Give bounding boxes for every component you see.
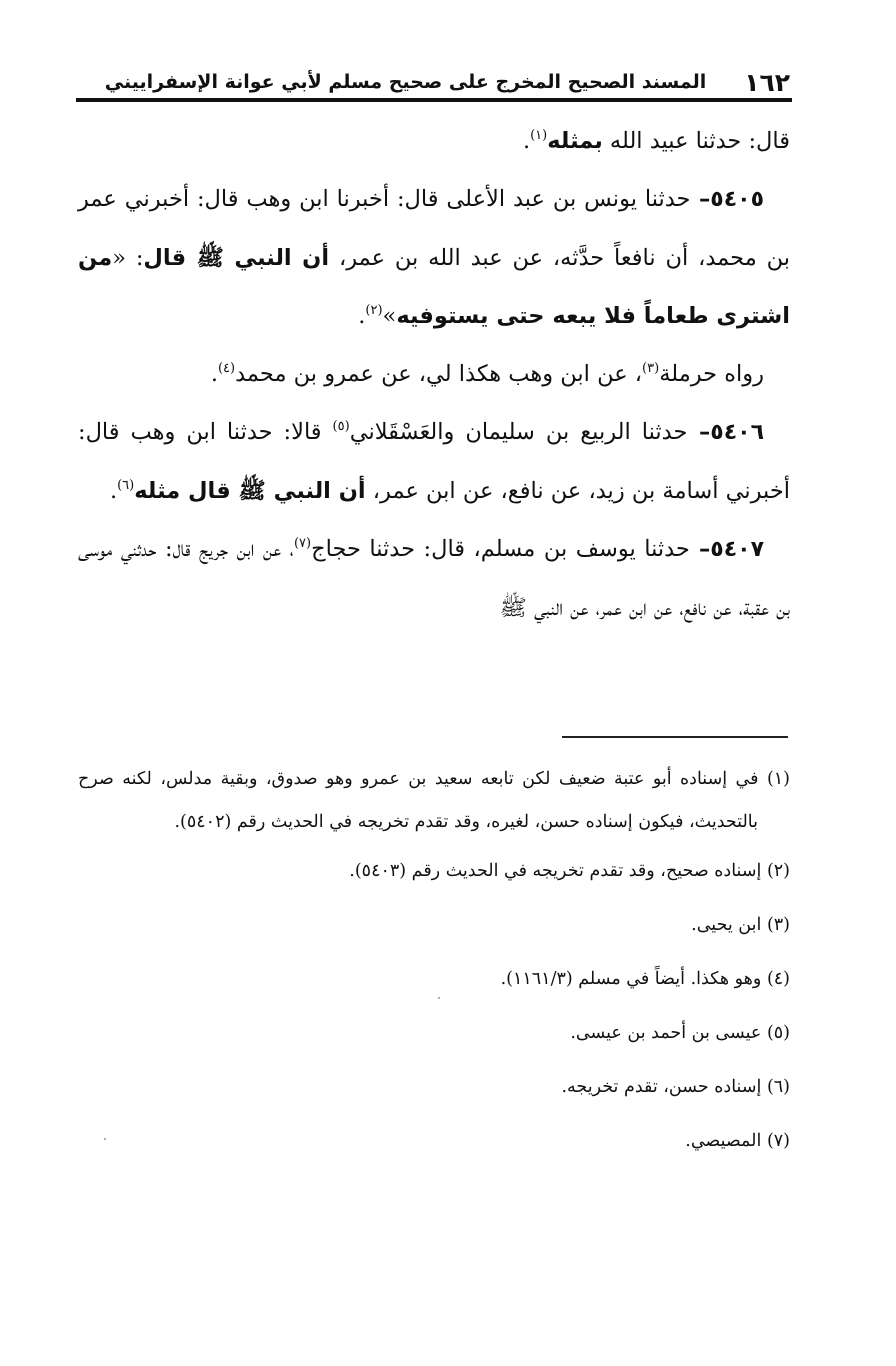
footnote-ref-3[interactable]: (٣) (642, 361, 660, 376)
text-run: . (210, 361, 218, 387)
footnote-number: (٧) (766, 1131, 790, 1151)
text-run: حدثنا يونس بن عبد الأعلى قال: أخبرنا ابن وهب قال: أخبرني عمر بن محمد، أن نافعاً حدَّثه، عن عبد الله بن عمر، (78, 186, 790, 271)
text-run: . (358, 303, 366, 329)
footnote-number: (٦) (766, 1077, 790, 1097)
bold-run: بمثله (547, 128, 603, 154)
footnote-1 (78, 758, 790, 844)
main-text (78, 112, 790, 637)
header-rule (76, 98, 792, 102)
hadith-5406 (78, 403, 790, 520)
text-run: ، عن ابن جريج قال: حدثني موسى بن عقبة، عن نافع، عن ابن عمر، عن النبي ﷺ (78, 536, 790, 621)
footnote-number: (٢) (766, 861, 790, 881)
scan-speck (104, 1138, 106, 1140)
footnote-ref-4[interactable]: (٤) (217, 361, 236, 376)
footnote-ref-6[interactable]: (٦) (117, 478, 135, 493)
footnote-text: ابن يحيى. (691, 915, 762, 935)
hadith-dash: – (690, 186, 711, 212)
footnote-6 (78, 1060, 790, 1114)
footnote-text: عيسى بن أحمد بن عيسى. (570, 1023, 762, 1043)
hadith-5407 (78, 520, 790, 637)
footnote-4 (78, 952, 790, 1006)
quote-close: » (382, 303, 397, 329)
quote-open: « (112, 245, 126, 271)
footnote-ref-7[interactable]: (٧) (293, 536, 312, 551)
footnote-separator (562, 736, 788, 738)
paragraph-riwaya (78, 345, 790, 403)
footnote-text: وهو هكذا. أيضاً في مسلم (١١٦١/٣). (500, 969, 762, 989)
scan-speck (438, 997, 440, 999)
footnote-number: (٣) (766, 915, 790, 935)
hadith-matn: من اشترى طعاماً فلا يبعه حتى يستوفيه (78, 245, 790, 329)
page-number: ١٦٢ (744, 67, 790, 97)
text-run: حدثنا الربيع بن سليمان والعَسْقَلاني (349, 419, 688, 445)
footnote-3 (78, 898, 790, 952)
text-run: ، عن ابن وهب هكذا لي، عن عمرو بن محمد (235, 361, 643, 387)
text-run: حدثنا يوسف بن مسلم، قال: حدثنا حجاج (311, 536, 690, 562)
paragraph-1 (78, 112, 790, 170)
hadith-dash: – (687, 419, 711, 445)
text-run: قالا: حدثنا ابن وهب قال: أخبرني أسامة بن زيد، عن نافع، عن ابن عمر، (78, 419, 790, 504)
footnote-number: (٥) (766, 1023, 790, 1043)
running-title: المسند الصحيح المخرج على صحيح مسلم لأبي عوانة الإسفراييني (104, 71, 707, 93)
hadith-dash: – (689, 536, 711, 562)
footnote-5 (78, 1006, 790, 1060)
footnote-7 (78, 1114, 790, 1168)
hadith-number: ٥٤٠٥ (710, 187, 764, 212)
bold-run: أن النبي ﷺ قال مثله (134, 478, 366, 504)
text-run: . (522, 128, 531, 154)
text-run: : (125, 245, 144, 271)
footnote-2 (78, 844, 790, 898)
footnote-ref-5[interactable]: (٥) (332, 419, 350, 434)
hadith-number: ٥٤٠٧ (710, 537, 764, 562)
bold-run: أن النبي ﷺ قال (143, 245, 330, 271)
text-run: قال: حدثنا عبيد الله (602, 128, 790, 154)
footnote-ref-1[interactable]: (١) (530, 128, 548, 143)
text-run: . (109, 478, 118, 504)
footnote-text: إسناده حسن، تقدم تخريجه. (561, 1077, 762, 1097)
footnote-text: في إسناده أبو عتبة ضعيف لكن تابعه سعيد بن عمرو وهو صدوق، وبقية مدلس، لكنه صرح بالتحديث، فيكون إسناده حسن، لغيره، وقد تقدم تخريجه في الحديث رقم (٥٤٠٢). (78, 769, 759, 832)
footnote-text: إسناده صحيح، وقد تقدم تخريجه في الحديث رقم (٥٤٠٣). (349, 861, 762, 881)
footnote-ref-2[interactable]: (٢) (365, 303, 383, 318)
running-header (78, 66, 790, 98)
hadith-5405 (78, 170, 790, 345)
footnote-number: (٤) (766, 969, 790, 989)
footnote-text: المصيصي. (685, 1131, 762, 1151)
hadith-number: ٥٤٠٦ (710, 420, 764, 445)
footnote-number: (١) (766, 769, 790, 789)
footnotes (78, 758, 790, 1168)
text-run: رواه حرملة (659, 361, 764, 387)
